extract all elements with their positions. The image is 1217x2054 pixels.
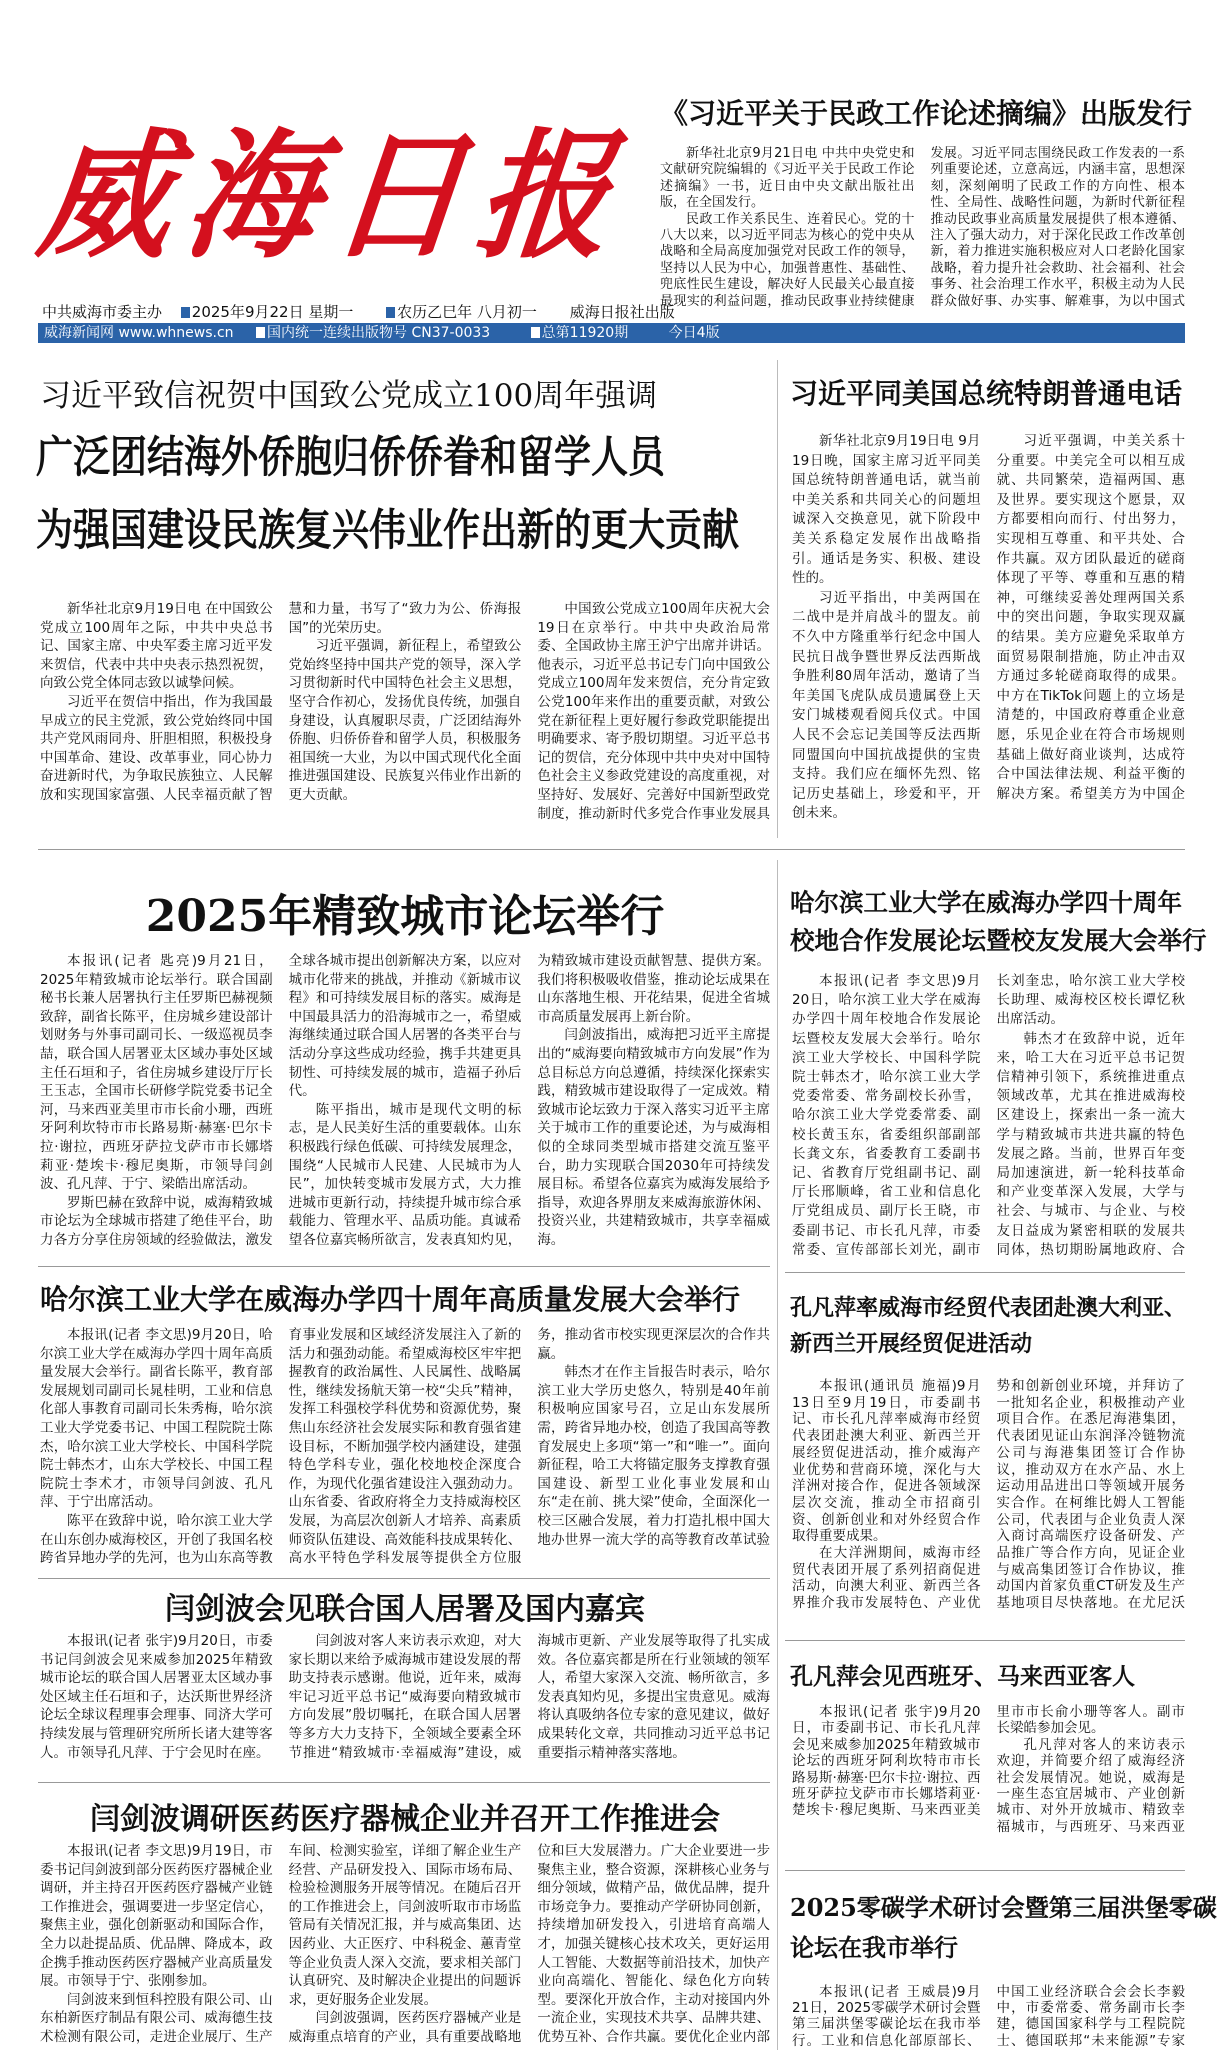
article-yan-meets-body	[40, 1632, 770, 1772]
paragraph: 陈平指出，城市是现代文明的标志，是人民美好生活的重要载体。山东积极践行绿色低碳、可持续发展理念，围绕“人民城市人民建、人民城市为人民”，加快转变城市发展方式，大力推进城市更新行动，持续提升城市综合承载能力、管理水平、品质功能。真诚希望各位嘉宾畅所欲言，发表真知灼见，为精致城市建设贡献智慧、提供方案。我们将积极吸收借鉴，推动论坛成果在山东落地生根、开花结果，促进全省城市高质量发展再上新台阶。	[288, 953, 770, 1248]
square-bullet-icon	[531, 327, 540, 338]
square-bullet-icon	[256, 327, 265, 338]
article-trade-delegation-body	[792, 1378, 1185, 1628]
paragraph: 闫剑波来到恒科控股有限公司、山东柏新医疗制品有限公司、威海德生技术检测有限公司，走进企业展厅、生产车间、检测实验室，详细了解企业生产经营、产品研发投入、国际市场布局、检验检测服务开展等情况。在随后召开的工作推进会上，闫剑波听取市市场监管局有关情况汇报，并与威高集团、达因药业、大正医疗、中科税金、蕙青堂等企业负责人深入交流，要求相关部门认真研究、及时解决企业提出的问题诉求，更好服务企业发展。	[40, 1843, 522, 2045]
paragraph: 罗斯巴赫在致辞中说，威海精致城市论坛为全球城市搭建了绝佳平台，助力各方分享住房领域的经验做法，激发全球各城市提出创新解决方案，以应对城市化带来的挑战，并推动《新城市议程》和可持续发展目标的落实。威海是中国最具活力的沿海城市之一，希望威海继续通过联合国人居署的各类平台与活动分享这些成功经验，携手共建更具韧性、可持续发展的城市，造福子孙后代。	[40, 953, 522, 1248]
lead-headline[interactable]	[36, 420, 739, 566]
headline-minzheng[interactable]: 《习近平关于民政工作论述摘编》出版发行	[660, 97, 1193, 130]
section-divider	[38, 849, 1185, 850]
paragraph: 本报讯(记者 张宇)9月20日，市委副书记、市长孔凡萍会见来威参加2025年精致城市论坛的西班牙阿利坎特市市长路易斯·赫塞·巴尔卡拉·谢拉、西班牙萨拉戈萨市市长娜塔莉亚·楚埃卡·穆尼奥斯、马来西亚美里市市长俞小珊等客人。副市长梁皓参加会见。	[792, 1704, 1185, 1819]
section-divider	[785, 1640, 1185, 1641]
headline-line: 校地合作发展论坛暨校友发展大会举行	[790, 926, 1207, 955]
headline-trade-delegation[interactable]	[790, 1290, 1186, 1362]
paragraph: 习近平在贺信中指出，作为我国最早成立的民主党派，致公党始终同中国共产党风雨同舟、肝胆相照，积极投身中国革命、建设、改革事业，同心协力奋进新时代，为争取民族独立、人民解放和实现国家富强、人民幸福贡献了智慧和力量，书写了“致力为公、侨海报国”的光荣历史。	[40, 601, 522, 803]
article-lead-body	[40, 600, 770, 832]
cn-number: 国内统一连续出版物号 CN37-0033	[267, 325, 491, 341]
paragraph: 本报讯(记者 李文思)9月20日，哈尔滨工业大学在威海办学四十周年高质量发展大会举行。副省长陈平，教育部发展规划司副司长晁桂明，工业和信息化部人事教育司副司长朱秀梅，哈尔滨工业大学党委书记、中国工程院院士陈杰，哈尔滨工业大学校长、中国科学院院士韩杰才，山东大学校长、中国工程院院士李术才，市领导闫剑波、孔凡萍、于宁出席活动。	[40, 1327, 273, 1511]
article-hit-alumni-body	[792, 972, 1185, 1262]
masthead-blue-bar	[38, 323, 1185, 343]
article-hit-40-body	[40, 1326, 770, 1571]
headline-line: 2025零碳学术研讨会暨第三届洪堡零碳	[790, 1893, 1217, 1922]
headline-trump-call[interactable]: 习近平同美国总统特朗普通电话	[790, 377, 1183, 410]
paragraph: 习近平强调，新征程上，希望致公党始终坚持中国共产党的领导，深入学习贯彻新时代中国特色社会主义思想，坚守合作初心，发扬优良传统，加强自身建设，认真履职尽责，广泛团结海外侨胞、归侨侨眷和留学人员，积极服务祖国统一大业，为以中国式现代化全面推进强国建设、民族复兴伟业作出新的更大贡献。	[288, 638, 522, 803]
section-divider	[38, 1578, 770, 1579]
paragraph: 中国致公党成立100周年庆祝大会19日在京举行。中共中央政治局常委、全国政协主席王沪宁出席并讲话。他表示，习近平总书记专门向中国致公党成立100周年发来贺信，充分肯定致公党100年来作出的重要贡献，对致公党在新征程上更好履行参政党职能提出明确要求、寄予殷切期望。习近平总书记的贺信，充分体现中共中央对中国特色社会主义参政党建设的高度重视，对坚持好、发展好、完善好中国新型政党制度，推动新时代多党合作事业发展具	[537, 601, 770, 822]
lunar-date: 农历乙巳年 八月初一	[397, 303, 537, 321]
article-medical-body	[40, 1842, 770, 2047]
headline-hit-alumni[interactable]	[790, 884, 1207, 960]
publish-date: 2025年9月22日 星期一	[191, 303, 354, 321]
issue-number: 总第11920期	[541, 325, 629, 341]
section-divider	[38, 1782, 770, 1783]
paragraph: 韩杰才在作主旨报告时表示，哈尔滨工业大学历史悠久，特别是40年前积极响应国家号召，立足山东发展所需，跨省异地办校，创造了我国高等教育发展史上多项“第一”和“唯一”。面向新征程，哈工大将锚定服务支撑教育强国建设、新型工业化事业发展和山东“走在前、挑大梁”使命，全面深化一校三区融合发展，着力打造扎根中国大地办世界一流大学的高等教育改革试验	[537, 1364, 770, 1548]
section-divider	[785, 1870, 1185, 1871]
section-divider	[785, 1272, 1185, 1273]
column-divider	[777, 360, 778, 838]
headline-kong-meets[interactable]: 孔凡萍会见西班牙、马来西亚客人	[790, 1663, 1135, 1690]
lead-headline-line1: 广泛团结海外侨胞归侨侨眷和留学人员	[36, 430, 665, 483]
paragraph: 孔凡萍对客人的来访表示欢迎，并简要介绍了威海经济社会发展情况。她说，威海是一座生态宜居城市、产业创新城市、对外开放城市、精致幸福城市，与西班牙、马来西亚	[996, 1736, 1185, 1835]
headline-line: 孔凡萍率威海市经贸代表团赴澳大利亚、	[790, 1295, 1187, 1321]
paragraph: 本报讯(记者 张宇)9月20日，市委书记闫剑波会见来威参加2025年精致城市论坛的联合国人居署亚太区域办事处区域主任石垣和子，达沃斯世界经济论坛全球议程理事会理事、同济大学可持续发展与管理研究所所长诸大建等客人。市领导孔凡萍、于宁会见时在座。	[40, 1633, 273, 1761]
headline-line: 新西兰开展经贸促进活动	[790, 1331, 1033, 1357]
article-trump-call-body	[792, 432, 1185, 832]
headline-hit-40[interactable]: 哈尔滨工业大学在威海办学四十周年高质量发展大会举行	[40, 1283, 741, 1316]
article-city-forum-body	[40, 952, 770, 1252]
paragraph: 民政工作关系民生、连着民心。党的十八大以来，以习近平同志为核心的党中央从战略和全局高度加强党对民政工作的领导，坚持以人民为中心，加强普惠性、基础性、兜底性民生建设，解决好人民最关心最直接最现实的利益问题，推动民政事业持续健康发展。习近平同志围绕民政工作发表的一系列重要论述，立意高远，内涵丰富，思想深刻，深刻阐明了民政工作的方向性、根本性、全局性、战略性问题，为新时代新征程推动民政事业高质量发展提供了根本遵循、注入了强大动力，对于深化民政工作改革创新，着力推进实施积极应对人口老龄化国家战略，着力提升社会救助、社会福利、社会事务、社会治理工作水平，积极主动为人民群众做好事、办实事、解难事，为以中国式	[660, 146, 1185, 309]
publisher: 威海日报社出版	[569, 303, 675, 321]
paragraph: 本报讯(通讯员 施福)9月13日至9月19日，市委副书记、市长孔凡萍率威海市经贸代表团赴澳大利亚、新西兰开展经贸促进活动，推介威海产业优势和营商环境，深化与大洋洲对接合作，促进各领域深层次交流，推动全市招商引资、创新创业和对外经贸合作取得重要成果。	[792, 1378, 981, 1545]
lead-subheadline[interactable]: 习近平致信祝贺中国致公党成立100周年强调	[40, 378, 658, 414]
article-zero-carbon-body	[792, 1984, 1185, 2050]
newspaper-logo: 威海日报	[31, 115, 633, 278]
website-link[interactable]: 威海新闻网 www.whnews.cn	[44, 325, 234, 341]
lead-headline-line2: 为强国建设民族复兴伟业作出新的更大贡献	[36, 503, 739, 556]
headline-city-forum[interactable]: 2025年精致城市论坛举行	[145, 891, 665, 942]
paragraph: 新华社北京9月21日电 中共中央党史和文献研究院编辑的《习近平关于民政工作论述摘编》一书，近日由中央文献出版社出版，在全国发行。	[660, 146, 915, 211]
square-bullet-icon	[386, 307, 395, 318]
paragraph: 闫剑波对客人来访表示欢迎，对大家长期以来给予威海城市建设发展的帮助支持表示感谢。他说，近年来，威海牢记习近平总书记“威海要向精致城市方向发展”殷切嘱托，在联合国人居署等多方大力支持下，全领域全要素全环节推进“精致城市·幸福威海”建设，威海城市更新、产业发展等取得了扎实成效。各位嘉宾都是所在行业领域的领军人，希望大家深入交流、畅所欲言，多发表真知灼见，多提出宝贵意见。威海将认真吸纳各位专家的意见建议，做好成果转化文章，共同推动习近平总书记重要指示精神落实落地。	[288, 1633, 770, 1761]
paragraph: 韩杰才在致辞中说，近年来，哈工大在习近平总书记贺信精神引领下，系统推进重点领域改革，尤其在推进威海校区建设上，探索出一条一流大学与精致城市共进共赢的特色发展之路。当前，世界百年变局加速演进，新一轮科技革命和产业变革深入发展，大学与社会、与城市、与企业、与校友日益成为紧密相联的发展共同体，热切期盼属地政府、合	[996, 1030, 1185, 1258]
headline-line: 论坛在我市举行	[790, 1933, 958, 1962]
headline-zero-carbon[interactable]	[790, 1888, 1217, 1968]
masthead-info-line	[42, 301, 689, 322]
paragraph: 新华社北京9月19日电 在中国致公党成立100周年之际，中共中央总书记、国家主席、中央军委主席习近平发来贺信，代表中共中央表示热烈祝贺，向致公党全体同志致以诚挚问候。	[40, 601, 273, 692]
paragraph: 闫剑波强调，医药医疗器械产业是威海重点培育的产业，具有重要战略地位和巨大发展潜力。广大企业要进一步聚焦主业，整合资源，深耕核心业务与细分领域，做精产品，做优品牌，提升市场竞争力。要推动产学研协同创新，持续增加研发投入，引进培育高端人才，加强关键核心技术攻关，更好运用人工智能、大数据等前沿技术，加快产业向高端化、智能化、绿色化方向转型。要深化开放合作，主动对接国内外一流企业，实现技术共享、品牌共建、优势互补、合作共赢。要优化企业内部	[288, 1843, 770, 2045]
paragraph: 本报讯(记者 王威晨)9月21日，2025零碳学术研讨会暨第三届洪堡零碳论坛在我市举行。工业和信息化部原部长、中国工业经济联合会会长李毅中，市委常委、常务副市长李建，德国国家科学与工程院院士、德国联邦“未来能源”专家	[792, 1984, 1185, 2049]
paragraph: 本报讯(记者 匙亮)9月21日，2025年精致城市论坛举行。联合国副秘书长兼人居署执行主任罗斯巴赫视频致辞，副省长陈平，住房城乡建设部计划财务与外事司副司长、一级巡视员李喆，联合国人居署亚太区域办事处区域主任石垣和子，省住房城乡建设厅厅长王玉志，全国市长研修学院党委书记全河，马来西亚美里市市长俞小珊，西班牙阿利坎特市市长路易斯·赫塞·巴尔卡拉·谢拉，西班牙萨拉戈萨市市长娜塔莉亚·楚埃卡·穆尼奥斯，市领导闫剑波、孔凡萍、于宁、梁皓出席活动。	[40, 953, 273, 1193]
section-divider	[38, 1266, 770, 1267]
paragraph: 习近平指出，中美两国在二战中是并肩战斗的盟友。前不久中方隆重举行纪念中国人民抗日战争暨世界反法西斯战争胜利80周年活动，邀请了当年美国飞虎队成员遗属登上天安门城楼观看阅兵仪式。中国人民不会忘记美国等反法西斯同盟国向中国抗战提供的宝贵支持。我们应在缅怀先烈、铭记历史基础上，珍爱和平，开创未来。	[792, 589, 981, 822]
paragraph: 陈平在致辞中说，哈尔滨工业大学在山东创办威海校区，开创了我国名校跨省异地办学的先河，也为山东高等教育事业发展和区域经济发展注入了新的活力和强劲动能。希望威海校区牢牢把握教育的政治属性、人民属性、战略属性，继续发扬航天第一校“尖兵”精神，发挥工科强校学科优势和资源优势，聚焦山东经济社会发展实际和教育强省建设目标，不断加强学校内涵建设，建强特色学科专业，强化校地校企深度合作，为现代化强省建设注入强劲动力。山东省委、省政府将全力支持威海校区发展，为高层次创新人才培养、高素质师资队伍建设、高效能科技成果转化、高水平特色学科发展等提供全方位服务，推动省市校实现更深层次的合作共赢。	[40, 1327, 770, 1567]
headline-medical[interactable]: 闫剑波调研医药医疗器械企业并召开工作推进会	[90, 1802, 720, 1837]
paragraph: 习近平强调，中美关系十分重要。中美完全可以相互成就、共同繁荣，造福两国、惠及世界。要实现这个愿景，双方都要相向而行、付出努力，实现相互尊重、和平共处、合作共赢。双方团队最近的磋商体现了平等、尊重和互惠的精神，可继续妥善处理两国关系中的突出问题，争取实现双赢的结果。美方应避免采取单方面贸易限制措施，防止冲击双方通过多轮磋商取得的成果。中方在TikTok问题上的立场是清楚的，中国政府尊重企业意愿，乐见企业在符合市场规则基础上做好商业谈判，达成符合中国法律法规、利益平衡的解决方案。希望美方为中国企	[996, 433, 1185, 802]
square-bullet-icon	[181, 307, 190, 318]
headline-line: 哈尔滨工业大学在威海办学四十周年	[790, 888, 1182, 917]
paragraph: 本报讯(记者 李文思)9月20日，哈尔滨工业大学在威海办学四十周年校地合作发展论坛暨校友发展大会举行。哈尔滨工业大学校长、中国科学院院士韩杰才，哈尔滨工业大学党委常委、常务副校长孙雪，哈尔滨工业大学党委常委、副校长黄玉东，省委组织部副部长龚文东，省委教育工委副书记、省教育厅党组副书记、副厅长邢顺峰，省工业和信息化厅党组成员、副厅长王晓，市委副书记、市长孔凡萍，市委常委、宣传部部长刘光，副市长刘奎忠，哈尔滨工业大学校长助理、威海校区校长谭忆秋出席活动。	[792, 973, 1185, 1258]
paragraph: 在大洋洲期间，威海市经贸代表团开展了系列招商促进活动，向澳大利亚、新西兰各界推介我市发展特色、产业优势和创新创业环境，并拜访了一批知名企业，积极推动产业项目合作。在悉尼海港集团，代表团见证山东润泽冷链物流公司与海港集团签订合作协议，推动双方在水产品、水上运动用品进出口等领域开展务实合作。在柯维比姆人工智能公司，代表团与企业负责人深入商讨高端医疗设备研发、产品推广等合作方向，见证企业与威高集团签订合作协议，推动国内首家负重CT研发及生产基地项目尽快落地。在尤尼沃	[792, 1378, 1185, 1612]
sponsor: 中共威海市委主办	[42, 303, 163, 321]
page-count: 今日4版	[668, 325, 720, 341]
column-divider	[777, 860, 778, 2050]
article-kong-meets-body	[792, 1704, 1185, 1849]
paragraph: 本报讯(记者 李文思)9月19日，市委书记闫剑波到部分医药医疗器械企业调研，并主持召开医药医疗器械产业链工作推进会，强调要进一步坚定信心，聚焦主业，强化创新驱动和国际合作，全力以赴提品质、优品牌、降成本，政企携手推动医药医疗器械产业高质量发展。市领导于宁、张刚参加。	[40, 1843, 273, 1990]
headline-yan-meets[interactable]: 闫剑波会见联合国人居署及国内嘉宾	[165, 1592, 645, 1627]
paragraph: 闫剑波指出，威海把习近平主席提出的“威海要向精致城市方向发展”作为总目标总方向总遵循，持续深化探索实践，精致城市建设取得了一定成效。精致城市论坛致力于深入落实习近平主席关于城市工作的重要论述，为与威海相似的全球同类型城市搭建交流互鉴平台，助力实现联合国2030年可持续发展目标。希望各位嘉宾为威海发展给予指导，欢迎各界朋友来威海旅游休闲、投资兴业，共建精致城市，共享幸福威海。	[537, 1027, 770, 1248]
article-minzheng-body	[660, 146, 1185, 312]
paragraph: 新华社北京9月19日电 9月19日晚，国家主席习近平同美国总统特朗普通电话，就当前中美关系和共同关心的问题坦诚深入交换意见，就下阶段中美关系稳定发展作出战略指引。通话是务实、积极、建设性的。	[792, 433, 981, 587]
